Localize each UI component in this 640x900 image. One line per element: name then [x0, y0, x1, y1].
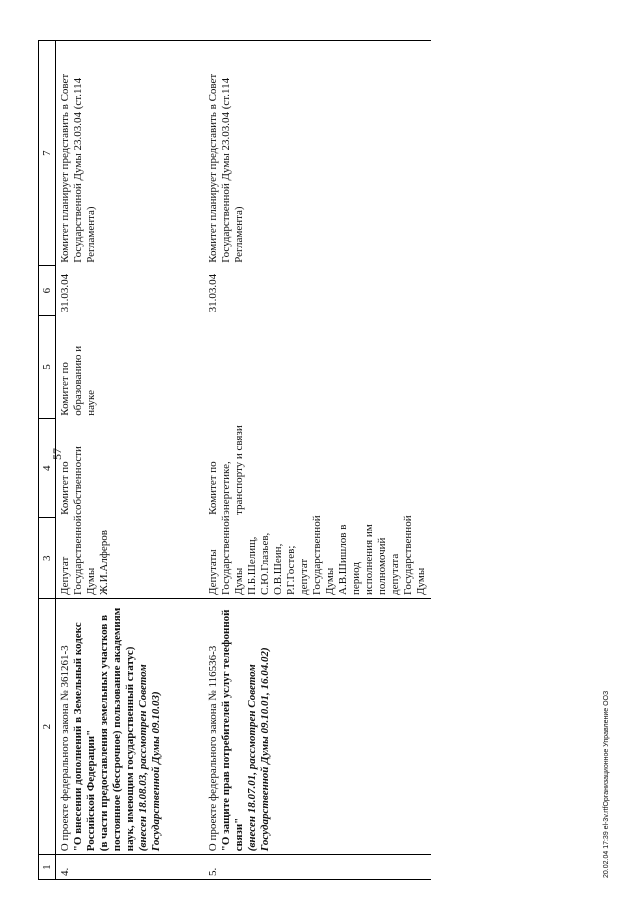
deadline-date: 31.03.04: [207, 273, 219, 313]
co-executor-committee: [204, 315, 431, 418]
bill-details: (в части предоставления земельных участков в постоянное (бессрочное) пользование академиям наук, имеющим государственный статус): [98, 607, 136, 852]
column-header-7: 7: [39, 41, 56, 266]
bill-note: (внесен 18.08.03, рассмотрен Советом Государственной Думы 09.10.03): [137, 664, 162, 852]
responsible-committee: Комитет по энергетике, транспорту и связи: [207, 425, 245, 515]
bill-title: О проекте федерального закона № 361261-3: [59, 645, 71, 852]
bill-title: О проекте федерального закона № 116536-3: [207, 645, 219, 852]
column-header-4: 4: [39, 419, 56, 518]
column-header-3: 3: [39, 518, 56, 599]
remark: Комитет планирует представить в Совет Государственной Думы 23.03.04 (ст.114 Регламента): [204, 41, 431, 266]
row-number: 4.: [56, 855, 205, 880]
column-header-5: 5: [39, 315, 56, 418]
column-header-6: 6: [39, 266, 56, 316]
bill-name: "О внесении дополнений в Земельный кодекс Российской Федерации": [72, 622, 97, 852]
co-executor-committee: Комитет по образованию и науке: [59, 345, 97, 416]
bill-description: [56, 598, 205, 854]
bill-description: [204, 598, 431, 854]
column-header-2: 2: [39, 598, 56, 854]
table-row: [56, 41, 205, 880]
row-number: 5.: [204, 855, 431, 880]
bill-author: Депутат Государственной Думы Ж.И.Алферов: [59, 515, 110, 595]
remark: Комитет планирует представить в Совет Государственной Думы 23.03.04 (ст.114 Регламента): [56, 41, 205, 266]
page-number: 57: [50, 448, 64, 460]
column-header-1: 1: [39, 855, 56, 880]
bill-name: "О защите прав потребителей услуг телефонной связи": [220, 609, 245, 852]
footer-stamp: 20.02.04 17:39 el-3v.rtfОрганизационное Управление ООЗ: [603, 690, 610, 878]
bill-note: (внесен 18.07.01, рассмотрен Советом Государственной Думы 09.10.01, 16.04.02): [246, 647, 271, 852]
responsible-committee: Комитет по собственности: [59, 446, 84, 515]
legislation-table: [38, 40, 431, 880]
table-header-row: [39, 41, 56, 880]
deadline-date: 31.03.04: [59, 273, 71, 313]
table-row: [204, 41, 431, 880]
bill-author: Депутаты Государственной Думы П.Б.Шелищ, С.Ю.Глазьев, О.В.Шеин, Р.Г.Гостев; депутат Государственной Думы А.В.Шишлов в период исполнения им полномочий депутата Государственной Думы: [207, 515, 427, 595]
